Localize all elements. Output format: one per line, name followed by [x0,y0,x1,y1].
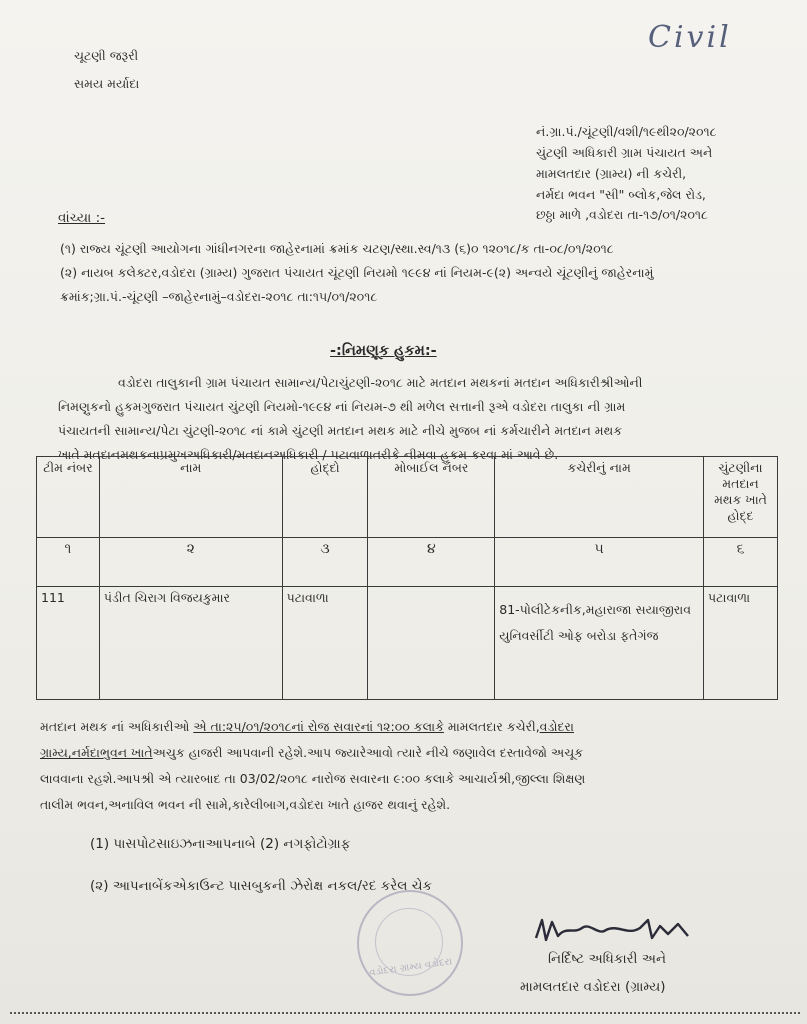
header-name: નામ [99,457,282,538]
sender-line: મામલતદાર (ગ્રામ્ય) ની કચેરી, [536,166,687,181]
instruction-date: એ તા:૨૫/૦૧/૨૦૧૮નાં રોજ સવારનાં ૧૨:૦૦ કલાકે [193,719,444,734]
staff-post: પટાવાળા [282,587,368,700]
read-item: (૧) રાજ્ય ચૂંટણી આયોગના ગાંધીનગરના જાહેરનામાં ક્રમાંક ચટણ/સ્થા.સ્વ/૧૩ (૬)૦ ૧૨૦૧૮/ક તા-૦૮/૦૧/૨૦૧૮ [60,241,614,256]
table-header-row [37,457,778,538]
staff-table [36,456,778,700]
time-limit-label: સમય મર્યાદા [74,76,140,91]
read-item: ક્રમાંક;ગ્રા.પં.-ચૂંટણી –જાહેરનામું–વડોદરા-૨૦૧૮ તા:૧૫/૦૧/૨૦૧૮ [60,289,378,304]
read-item: (૨) નાયબ કલેક્ટર,વડોદરા (ગ્રામ્ય) ગુજરાત પંચાયત ચૂંટણી નિયમો ૧૯૯૪ નાં નિયમ-૯(૨) અન્વયે ચૂંટણીનું જાહેરનામું [60,265,654,280]
order-body-line: નિમણુકનો હુકમગુજરાત પંચાયત ચુંટણી નિયમો-૧૯૯૪ નાં નિયમ-૭ થી મળેલ સત્તાની રૂએ વડોદરા તાલુકા ની ગ્રામ [58,399,626,414]
column-number: ૬ [704,538,778,587]
signature-mark [528,912,708,948]
order-body-line: ખાતે મતદાનમથકનાપ્રમુખઅધિકારી/મતદાનઅધિકારી / પટાવાળાતરીકે નીમવા હુકમ કરવા માં આવે છે. [58,447,559,462]
office-name [495,587,704,700]
signatory-title: નિર્દિષ્ટ અધિકારી અને [548,951,667,967]
required-document: (1) પાસપોટસાઇઝનાઆપનાબે (2) નગફોટોગ્રાફ [90,836,351,852]
instruction-line: લાવવાના રહશે.આપશ્રી એ ત્યારબાદ તા 03/02/૨૦૧૮ નારોજ સવારના ૯:૦૦ કલાકે આચાર્યશ્રી,જીલ્લા શિક્ષણ [40,771,586,786]
handwritten-note: Civil [648,20,732,55]
instruction-place: વડોદરા [539,719,574,734]
team-number: 111 [37,587,100,700]
instruction-place: ગ્રામ્ય,નર્મદાભુવન ખાતે [40,745,153,760]
bottom-dotted-line [10,1012,800,1014]
column-number: ૨ [99,538,282,587]
header-mobile: મોબાઈલ નંબર [368,457,495,538]
office-line: 81-પોલીટેકનીક,મહારાજા સયાજીરાવ [499,602,692,617]
booth-post: પટાવાળા [704,587,778,700]
staff-name: પંડીત ચિરાગ વિજયકુમાર [99,587,282,700]
office-seal [357,890,463,996]
header-booth-post: ચુંટણીના મતદાન મથક ખાતે હોદ્દ [704,457,778,538]
column-number: ૪ [368,538,495,587]
order-body-line: વડોદરા તાલુકાની ગ્રામ પંચાયત સામાન્ય/પેટાચુંટણી-૨૦૧૮ માટે મતદાન મથકનાં મતદાન અધિકારીશ્રીઓની [118,375,643,390]
read-label: વાંચ્યા :- [58,210,106,226]
instruction-line [40,745,583,761]
instruction-text: મતદાન મથક નાં અધિકારીઓ [40,719,194,734]
seal-text: વડોદરા ગ્રામ્ય વડોદરા [368,956,453,979]
reference-number: નં.ગ્રા.પં./ચૂંટણી/વશી/૧૯થી૨૦/૨૦૧૮ [536,124,717,139]
urgent-label: ચૂટણી જરૂરી [74,48,139,63]
sender-line: છઠ્ઠા માળે ,વડોદરા તા-૧૭/૦૧/૨૦૧૮ [536,207,708,222]
office-line: યુનિવર્સીટી ઓફ બરોડા ફતેગંજ [499,628,659,643]
column-number: ૫ [495,538,704,587]
table-number-row [37,538,778,587]
column-number: ૧ [37,538,100,587]
instruction-line [40,719,574,735]
header-post: હોદ્દો [282,457,368,538]
instruction-text: અચુક હાજરી આપવાની રહેશે.આપ જ્યારેઆવો ત્યારે નીચે જણાવેલ દસ્તાવેજો અચૂક [152,745,584,760]
instruction-text: મામલતદાર કચેરી, [443,719,540,734]
sender-line: નર્મદા ભવન "સી" બ્લોક,જેલ રોડ, [536,187,706,202]
order-body-line: પંચાયતની સામાન્ય/પેટા ચુંટણી-૨૦૧૮ નાં કામે ચુંટણી મતદાન મથક માટે નીચે મુજબ નાં કર્મચારીને મતદાન મથક [58,423,623,438]
sender-line: ચુંટણી અધિકારી ગ્રામ પંચાયત અને [536,145,713,160]
required-document: (૨) આપનાબેંકએકાઉન્ટ પાસબુકની ઝેરોક્ષ નકલ/રદ કરેલ ચેક [90,878,433,894]
instruction-line: તાલીમ ભવન,અનાવિલ ભવન ની સામે,કારેલીબાગ,વડોદરા ખાતે હાજર થવાનું રહેશે. [40,797,451,812]
header-office: કચેરીનું નામ [495,457,704,538]
staff-mobile [368,587,495,700]
order-title: -:નિમણૂક હુકમ:- [330,343,437,359]
signatory-office: મામલતદાર વડોદરા (ગ્રામ્ય) [520,979,666,995]
header-team-number: ટીમ નંબર [37,457,100,538]
column-number: ૩ [282,538,368,587]
table-row [37,587,778,700]
